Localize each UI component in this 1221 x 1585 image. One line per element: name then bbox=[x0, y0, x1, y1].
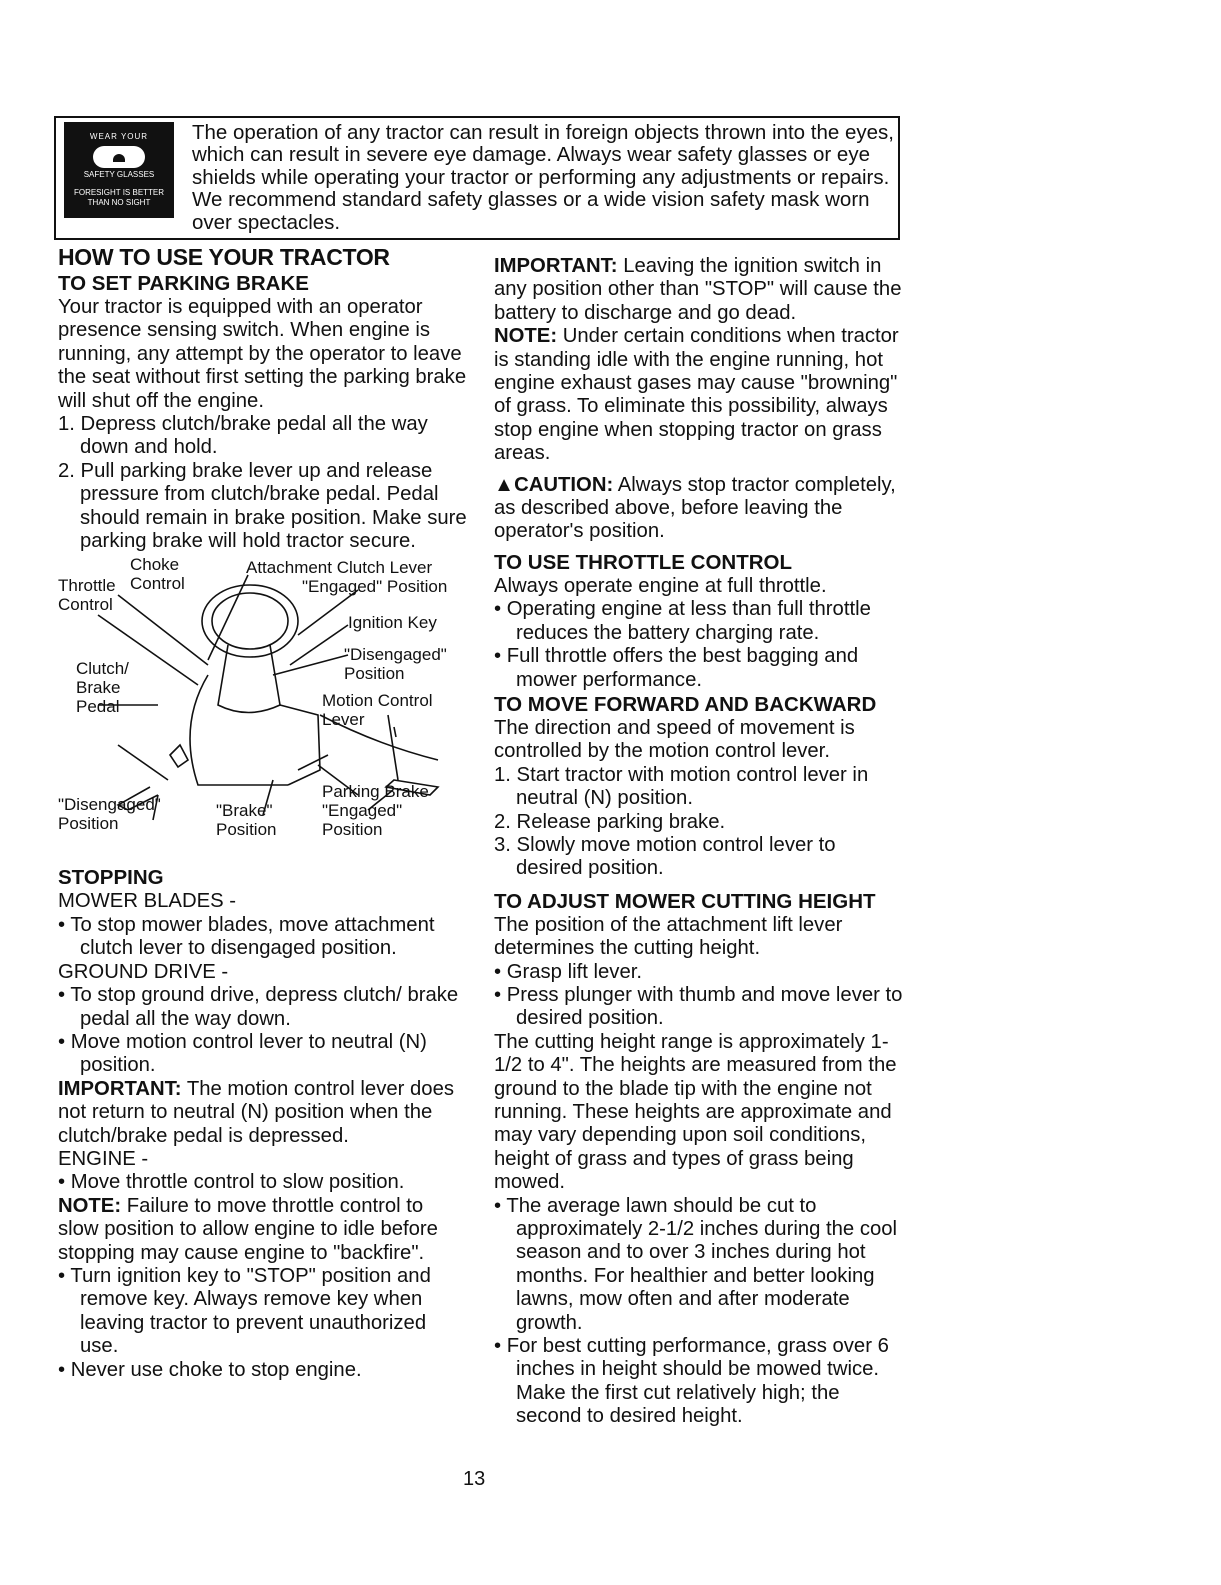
warning-triangle-icon: ▲ bbox=[494, 473, 515, 496]
parking-heading: TO SET PARKING BRAKE bbox=[58, 272, 309, 295]
label-parking-brake: Parking Brake bbox=[322, 782, 429, 802]
label-pedal: Pedal bbox=[76, 697, 120, 717]
adjust-range: The cutting height range is approximately 1-1/2 to 4". The heights are measured from the ground to the blade tip with the engine not running. These heights are approximate and may vary depending upon soil conditions, height of grass and types of grass being mowed. bbox=[494, 1030, 897, 1194]
adjust-item: • Press plunger with thumb and move lever to desired position. bbox=[494, 983, 903, 1030]
caution-label-text: CAUTION: bbox=[514, 473, 614, 496]
label-choke-control: Control bbox=[130, 574, 185, 594]
blades-item: • To stop mower blades, move attachment clutch lever to disengaged position. bbox=[58, 913, 435, 960]
label-motion-control: Motion Control bbox=[322, 691, 433, 711]
move-heading: TO MOVE FORWARD AND BACKWARD bbox=[494, 692, 877, 716]
throttle-heading: TO USE THROTTLE CONTROL bbox=[494, 550, 793, 574]
caution-label bbox=[494, 474, 613, 496]
blades-heading: MOWER BLADES - bbox=[58, 890, 237, 913]
throttle-intro: Always operate engine at full throttle. bbox=[494, 574, 827, 597]
important-label: IMPORTANT: bbox=[58, 1077, 182, 1100]
important-text: The motion control lever does not return to neutral (N) position when the clutch/brake pedal is depressed. bbox=[58, 1077, 455, 1147]
adjust-tip: • For best cutting performance, grass over 6 inches in height should be mowed twice. Make the first cut relatively high; the second to desired height. bbox=[494, 1335, 889, 1428]
engine-item: • Turn ignition key to "STOP" position and remove key. Always remove key when leaving tractor to prevent unauthorized use. bbox=[58, 1264, 431, 1358]
important-note-right bbox=[494, 255, 906, 325]
engine-heading: ENGINE - bbox=[58, 1147, 149, 1170]
stopping-heading: STOPPING bbox=[58, 866, 164, 890]
note-right bbox=[494, 325, 906, 465]
label-disengaged-bottom: "Disengaged" bbox=[58, 795, 161, 815]
engine-item: • Never use choke to stop engine. bbox=[58, 1358, 362, 1381]
adjust-intro: The position of the attachment lift lever determines the cutting height. bbox=[494, 913, 843, 960]
engine-item: • Move throttle control to slow position. bbox=[58, 1171, 405, 1194]
label-motion-lever: Lever bbox=[322, 710, 365, 730]
warning-text: The operation of any tractor can result in foreign objects thrown into the eyes, which can result in severe eye damage. Always wear safety glasses or eye shields while operating your tractor or performing any adjustments or repairs. We recommend standard safety glasses or a wide vision safety mask worn over spectacles. bbox=[192, 121, 894, 234]
safety-warning-box bbox=[54, 116, 900, 240]
note-left bbox=[58, 1195, 468, 1265]
label-brake: Brake bbox=[76, 678, 121, 698]
right-column bbox=[494, 255, 906, 1429]
adjust-heading: TO ADJUST MOWER CUTTING HEIGHT bbox=[494, 889, 876, 913]
move-step: 1. Start tractor with motion control lever in neutral (N) position. bbox=[494, 763, 869, 810]
note-text: Under certain conditions when tractor is standing idle with the engine running, hot engine exhaust gases may cause "browning" of grass. To eliminate this possibility, always stop engine when stopping tractor on grass areas. bbox=[494, 325, 899, 465]
label-brake-bottom-position: Position bbox=[216, 820, 277, 840]
label-clutch: Clutch/ bbox=[76, 659, 129, 679]
important-note-left bbox=[58, 1078, 468, 1148]
move-intro: The direction and speed of movement is controlled by the motion control lever. bbox=[494, 716, 855, 763]
note-text: Failure to move throttle control to slow position to allow engine to idle before stopping may cause engine to "backfire". bbox=[58, 1194, 438, 1264]
safety-glasses-icon bbox=[64, 122, 174, 218]
throttle-item: • Full throttle offers the best bagging and mower performance. bbox=[494, 645, 859, 691]
label-engaged-bottom-position: Position bbox=[322, 820, 383, 840]
label-disengaged-bottom-position: Position bbox=[58, 814, 119, 834]
page-number: 13 bbox=[463, 1468, 486, 1490]
icon-line-3: FORESIGHT IS BETTER bbox=[73, 188, 165, 197]
note-label: NOTE: bbox=[58, 1194, 122, 1217]
move-step: 3. Slowly move motion control lever to desired position. bbox=[494, 833, 836, 880]
parking-intro: Your tractor is equipped with an operator presence sensing switch. When engine is running, any attempt by the operator to leave the seat without first setting the parking brake will shut off the engine. bbox=[58, 296, 467, 412]
ground-heading: GROUND DRIVE - bbox=[58, 960, 229, 983]
throttle-item: • Operating engine at less than full throttle reduces the battery charging rate. bbox=[494, 598, 871, 644]
important-text: Leaving the ignition switch in any position other than "STOP" will cause the battery to discharge and go dead. bbox=[494, 255, 902, 324]
icon-line-1: WEAR YOUR bbox=[89, 132, 149, 141]
page-title: HOW TO USE YOUR TRACTOR bbox=[58, 244, 390, 270]
note-label: NOTE: bbox=[494, 325, 558, 348]
label-brake-bottom: "Brake" bbox=[216, 801, 273, 821]
adjust-tip: • The average lawn should be cut to approximately 2-1/2 inches during the cool season and to over 3 inches during hot months. For healthier and better looking lawns, mow often and after moderate growth. bbox=[494, 1194, 898, 1334]
label-disengaged: "Disengaged" bbox=[344, 645, 447, 665]
left-column bbox=[58, 244, 468, 1382]
parking-step: 2. Pull parking brake lever up and release pressure from clutch/brake pedal. Pedal should remain in brake position. Make sure parking brake will hold tractor secure. bbox=[58, 459, 467, 553]
parking-step: 1. Depress clutch/brake pedal all the way down and hold. bbox=[58, 413, 428, 459]
caution-note bbox=[494, 474, 906, 544]
icon-line-2: SAFETY GLASSES bbox=[83, 170, 155, 179]
tractor-controls-figure bbox=[58, 555, 470, 865]
important-label: IMPORTANT: bbox=[494, 255, 618, 277]
adjust-item: • Grasp lift lever. bbox=[494, 960, 642, 983]
move-step: 2. Release parking brake. bbox=[494, 810, 726, 833]
caution-text: Always stop tractor completely, as described above, before leaving the operator's position. bbox=[494, 473, 896, 543]
label-throttle: Throttle bbox=[58, 576, 116, 596]
label-ignition-key: Ignition Key bbox=[348, 613, 437, 633]
ground-item: • Move motion control lever to neutral (N) position. bbox=[58, 1030, 427, 1077]
label-attachment-clutch: Attachment Clutch Lever bbox=[246, 558, 433, 578]
label-engaged-position: "Engaged" Position bbox=[302, 577, 448, 597]
label-throttle-control: Control bbox=[58, 595, 113, 615]
label-disengaged-position: Position bbox=[344, 664, 405, 684]
icon-line-4: THAN NO SIGHT bbox=[87, 198, 151, 207]
label-engaged-bottom: "Engaged" bbox=[322, 801, 403, 821]
label-choke: Choke bbox=[130, 555, 180, 575]
ground-item: • To stop ground drive, depress clutch/ brake pedal all the way down. bbox=[58, 984, 459, 1030]
goggles-icon bbox=[93, 146, 145, 168]
